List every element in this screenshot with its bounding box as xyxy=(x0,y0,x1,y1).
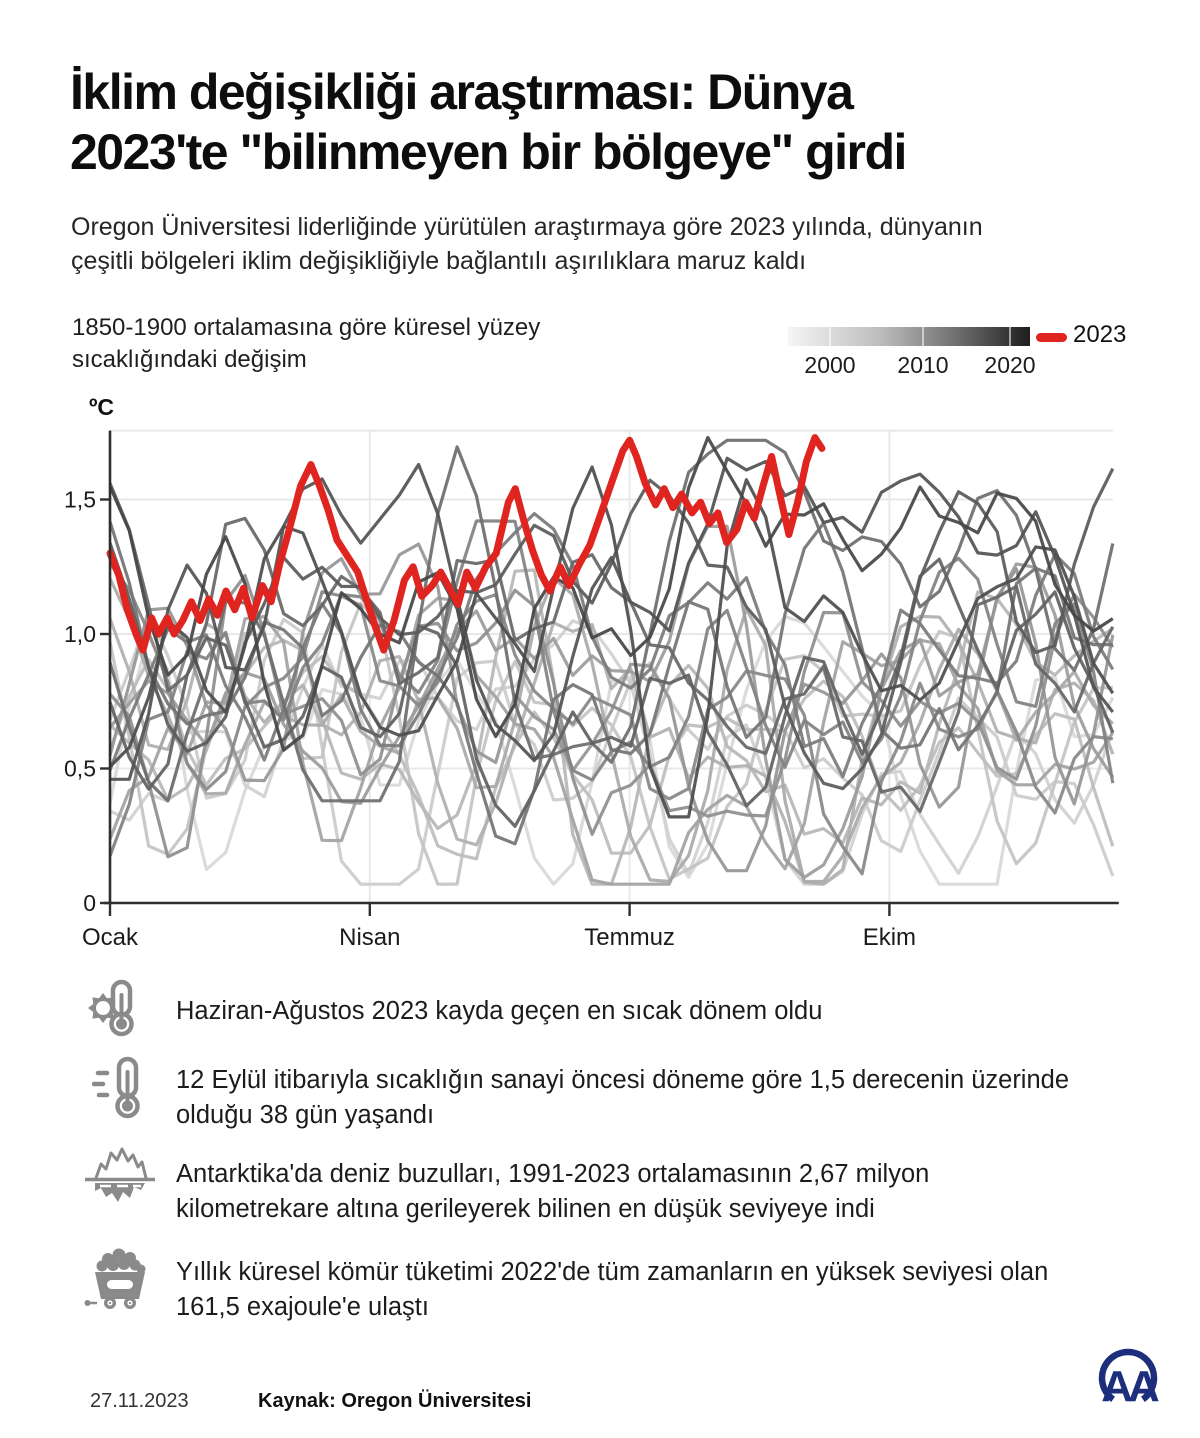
fact-text: Antarktika'da deniz buzulları, 1991-2023 ortalamasının 2,67 milyon kilometrekare altına gerileyerek bilinen en düşük seviyeye indi xyxy=(176,1160,930,1223)
svg-text:Nisan: Nisan xyxy=(339,924,401,951)
fact-text: Yıllık küresel kömür tüketimi 2022'de tüm zamanların en yüksek seviyesi olan 161,5 exajoule'e ulaştı xyxy=(176,1258,1049,1321)
gradient-label-2020: 2020 xyxy=(984,352,1036,378)
svg-text:1,5: 1,5 xyxy=(64,486,96,513)
svg-text:0: 0 xyxy=(83,890,96,916)
page-subtitle-line2: çeşitli bölgeleri iklim değişikliğiyle bağlantılı aşırılıklara maruz kaldı xyxy=(71,247,807,275)
page-subtitle-line1: Oregon Üniversitesi liderliğinde yürütülen araştırmaya göre 2023 yılında, dünyanın xyxy=(71,213,983,241)
page-title xyxy=(70,62,906,182)
fact-item-38-days xyxy=(84,1056,1124,1133)
highlight-line-swatch xyxy=(1036,333,1067,342)
chart-caption-line1: 1850-1900 ortalamasına göre küresel yüzey xyxy=(72,314,541,341)
page-title-line1: İklim değişikliği araştırması: Dünya xyxy=(70,64,853,120)
year-gradient-bar xyxy=(788,327,1030,346)
fact-text: Haziran-Ağustos 2023 kayda geçen en sıcak dönem oldu xyxy=(176,997,823,1025)
fact-item-hottest-period xyxy=(84,978,1124,1029)
gradient-label-2000: 2000 xyxy=(804,352,856,378)
svg-text:1,0: 1,0 xyxy=(64,621,96,647)
chart-caption-line2: sıcaklığındaki değişim xyxy=(72,346,307,373)
aa-logo-letters: AA xyxy=(1101,1362,1155,1411)
svg-text:Ocak: Ocak xyxy=(81,924,139,951)
aa-agency-logo xyxy=(1092,1344,1164,1416)
temperature-line-chart xyxy=(60,405,1150,965)
fact-item-sea-ice xyxy=(84,1146,1124,1227)
breeze-thermometer-icon xyxy=(92,1056,156,1122)
gradient-tick-2000 xyxy=(829,327,831,346)
gradient-tick-2020 xyxy=(1009,327,1011,346)
svg-text:Ekim: Ekim xyxy=(862,924,917,951)
page-subtitle xyxy=(71,210,983,278)
fact-item-coal xyxy=(84,1246,1124,1325)
gradient-year-labels xyxy=(788,352,1036,378)
gradient-label-2010: 2010 xyxy=(897,352,949,378)
gradient-tick-2010 xyxy=(922,327,924,346)
fact-text: 12 Eylül itibarıyla sıcaklığın sanayi öncesi döneme göre 1,5 derecenin üzerinde olduğu 38 gün yaşandı xyxy=(176,1066,1070,1129)
svg-text:0,5: 0,5 xyxy=(64,755,96,782)
page-title-line2: 2023'te "bilinmeyen bir bölgeye" girdi xyxy=(70,124,906,180)
publish-date: 27.11.2023 xyxy=(90,1390,189,1412)
source-credit: Kaynak: Oregon Üniversitesi xyxy=(258,1390,532,1412)
highlight-year-label: 2023 xyxy=(1073,321,1127,348)
sun-thermometer-icon xyxy=(84,978,148,1038)
iceberg-icon xyxy=(84,1146,156,1208)
coal-cart-icon xyxy=(84,1246,156,1310)
y-axis-unit: ºC xyxy=(89,394,115,420)
svg-text:Temmuz: Temmuz xyxy=(584,924,675,951)
chart-caption xyxy=(72,312,540,376)
